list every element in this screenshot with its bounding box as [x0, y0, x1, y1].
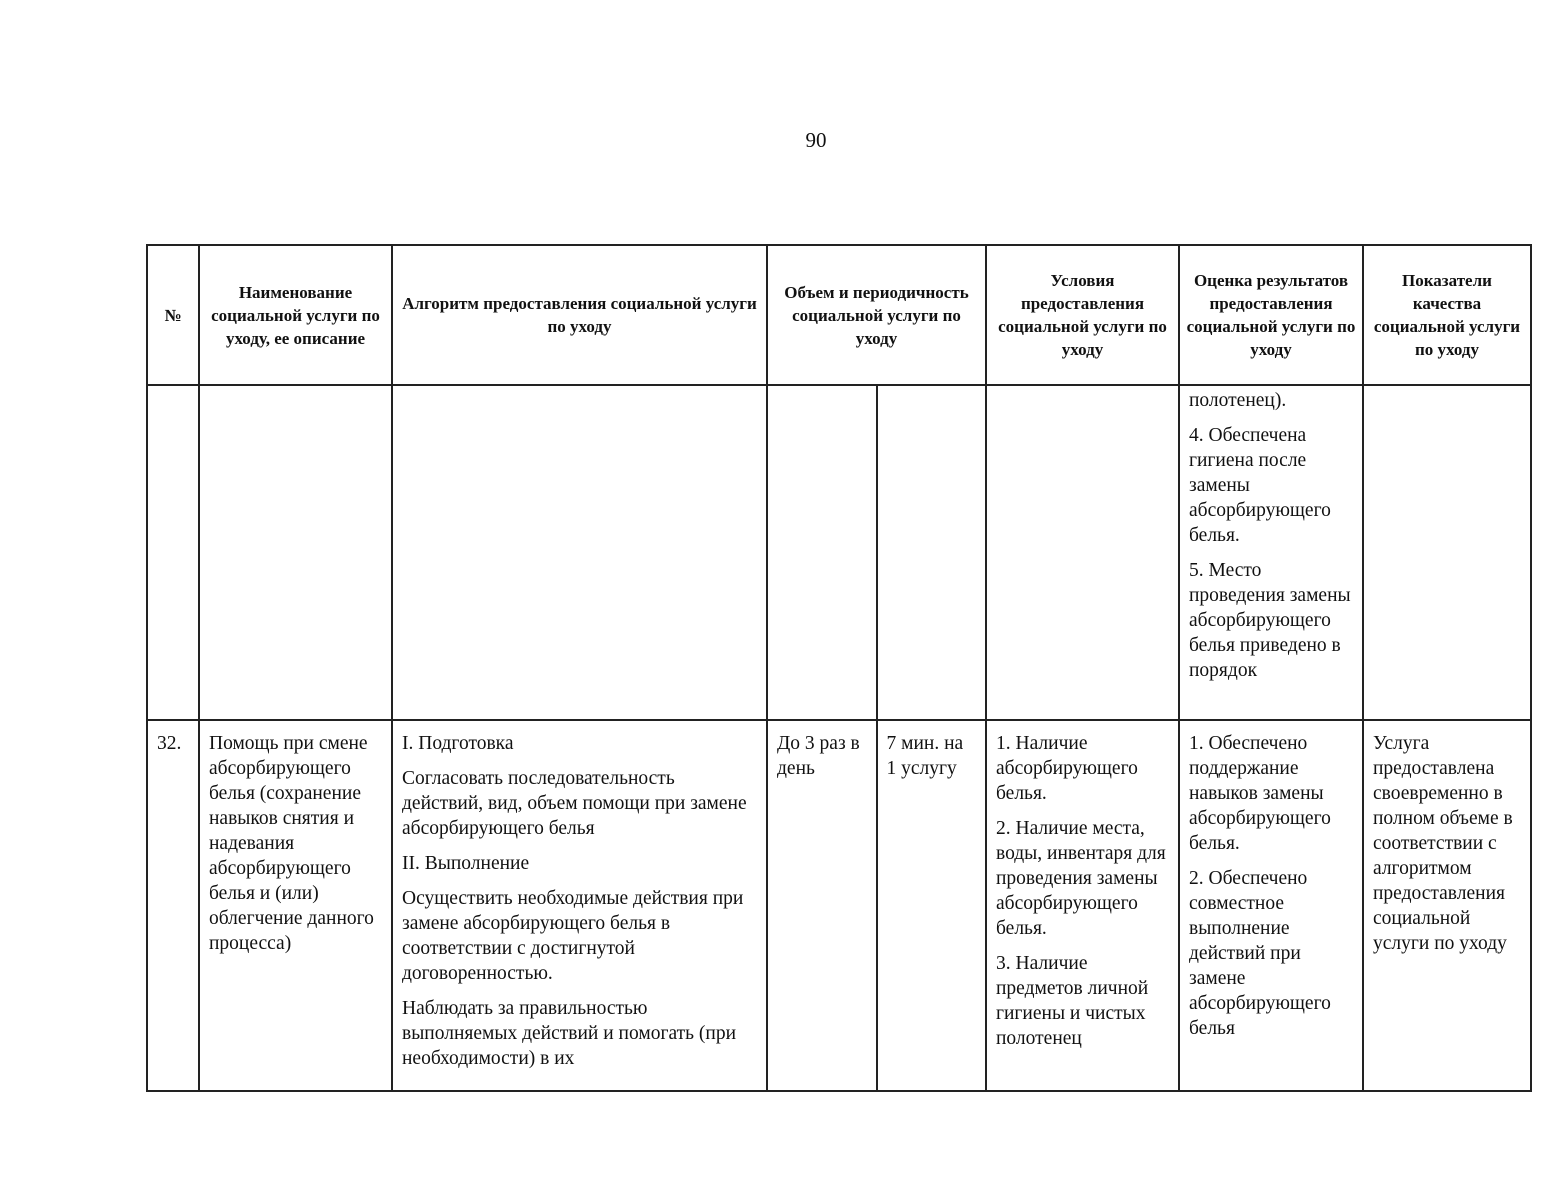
condition-item: 1. Наличие абсорбирующего белья. — [996, 733, 1138, 804]
evaluation-item: полотенец). — [1189, 390, 1287, 411]
cell-name — [199, 720, 392, 1091]
table-header-row — [147, 245, 1531, 385]
algorithm-item: Наблюдать за правильностью выполняемых действий и помогать (при необходимости) в их — [402, 998, 737, 1069]
cell-evaluation — [1179, 720, 1363, 1091]
header-algorithm: Алгоритм предоставления социальной услуги по уходу — [392, 245, 767, 385]
cell-empty — [147, 385, 199, 720]
evaluation-item: 4. Обеспечена гигиена после замены абсорбирующего белья. — [1189, 425, 1331, 546]
frequency-text: 7 мин. на 1 услугу — [876, 721, 986, 1090]
cell-empty — [1363, 385, 1531, 720]
cell-empty — [199, 385, 392, 720]
cell-algorithm — [392, 720, 767, 1091]
algorithm-item: I. Подготовка — [402, 733, 514, 754]
page-number: 90 — [805, 128, 827, 152]
cell-empty — [392, 385, 767, 720]
cell-empty — [768, 386, 876, 719]
service-name: Помощь при смене абсорбирующего белья (сохранение навыков снятия и надевания абсорбирующего белья и (или) облегчение данного процесса) — [209, 733, 374, 954]
algorithm-item: Согласовать последовательность действий, вид, объем помощи при замене абсорбирующего белья — [402, 768, 747, 839]
cell-empty — [986, 385, 1179, 720]
algorithm-item: II. Выполнение — [402, 853, 530, 874]
cell-num — [147, 720, 199, 1091]
header-quality: Показатели качества социальной услуги по уходу — [1363, 245, 1531, 385]
table-row-32 — [147, 720, 1531, 1091]
condition-item: 2. Наличие места, воды, инвентаря для проведения замены абсорбирующего белья. — [996, 818, 1166, 939]
header-conditions: Условия предоставления социальной услуги по уходу — [986, 245, 1179, 385]
cell-volume-split — [767, 385, 986, 720]
evaluation-item: 1. Обеспечено поддержание навыков замены абсорбирующего белья. — [1189, 733, 1331, 854]
quality-text: Услуга предоставлена своевременно в полном объеме в соответствии с алгоритмом предоставления социальной услуги по уходу — [1373, 733, 1513, 954]
cell-evaluation-continued — [1179, 385, 1363, 720]
cell-volume-frequency — [767, 720, 986, 1091]
condition-item: 3. Наличие предметов личной гигиены и чистых полотенец — [996, 953, 1149, 1049]
header-name: Наименование социальной услуги по уходу, ее описание — [199, 245, 392, 385]
algorithm-item: Осуществить необходимые действия при замене абсорбирующего белья в соответствии с достигнутой договоренностью. — [402, 888, 744, 984]
cell-quality — [1363, 720, 1531, 1091]
row-number: 32. — [157, 733, 182, 754]
services-table — [146, 244, 1532, 1092]
evaluation-item: 5. Место проведения замены абсорбирующего белья приведено в порядок — [1189, 560, 1351, 681]
table-row-continued — [147, 385, 1531, 720]
header-evaluation: Оценка результатов предоставления социальной услуги по уходу — [1179, 245, 1363, 385]
header-num: № — [147, 245, 199, 385]
header-volume: Объем и периодичность социальной услуги по уходу — [767, 245, 986, 385]
volume-text: До 3 раз в день — [777, 733, 860, 779]
cell-conditions — [986, 720, 1179, 1091]
evaluation-item: 2. Обеспечено совместное выполнение действий при замене абсорбирующего белья — [1189, 868, 1331, 1039]
cell-empty — [876, 386, 986, 719]
